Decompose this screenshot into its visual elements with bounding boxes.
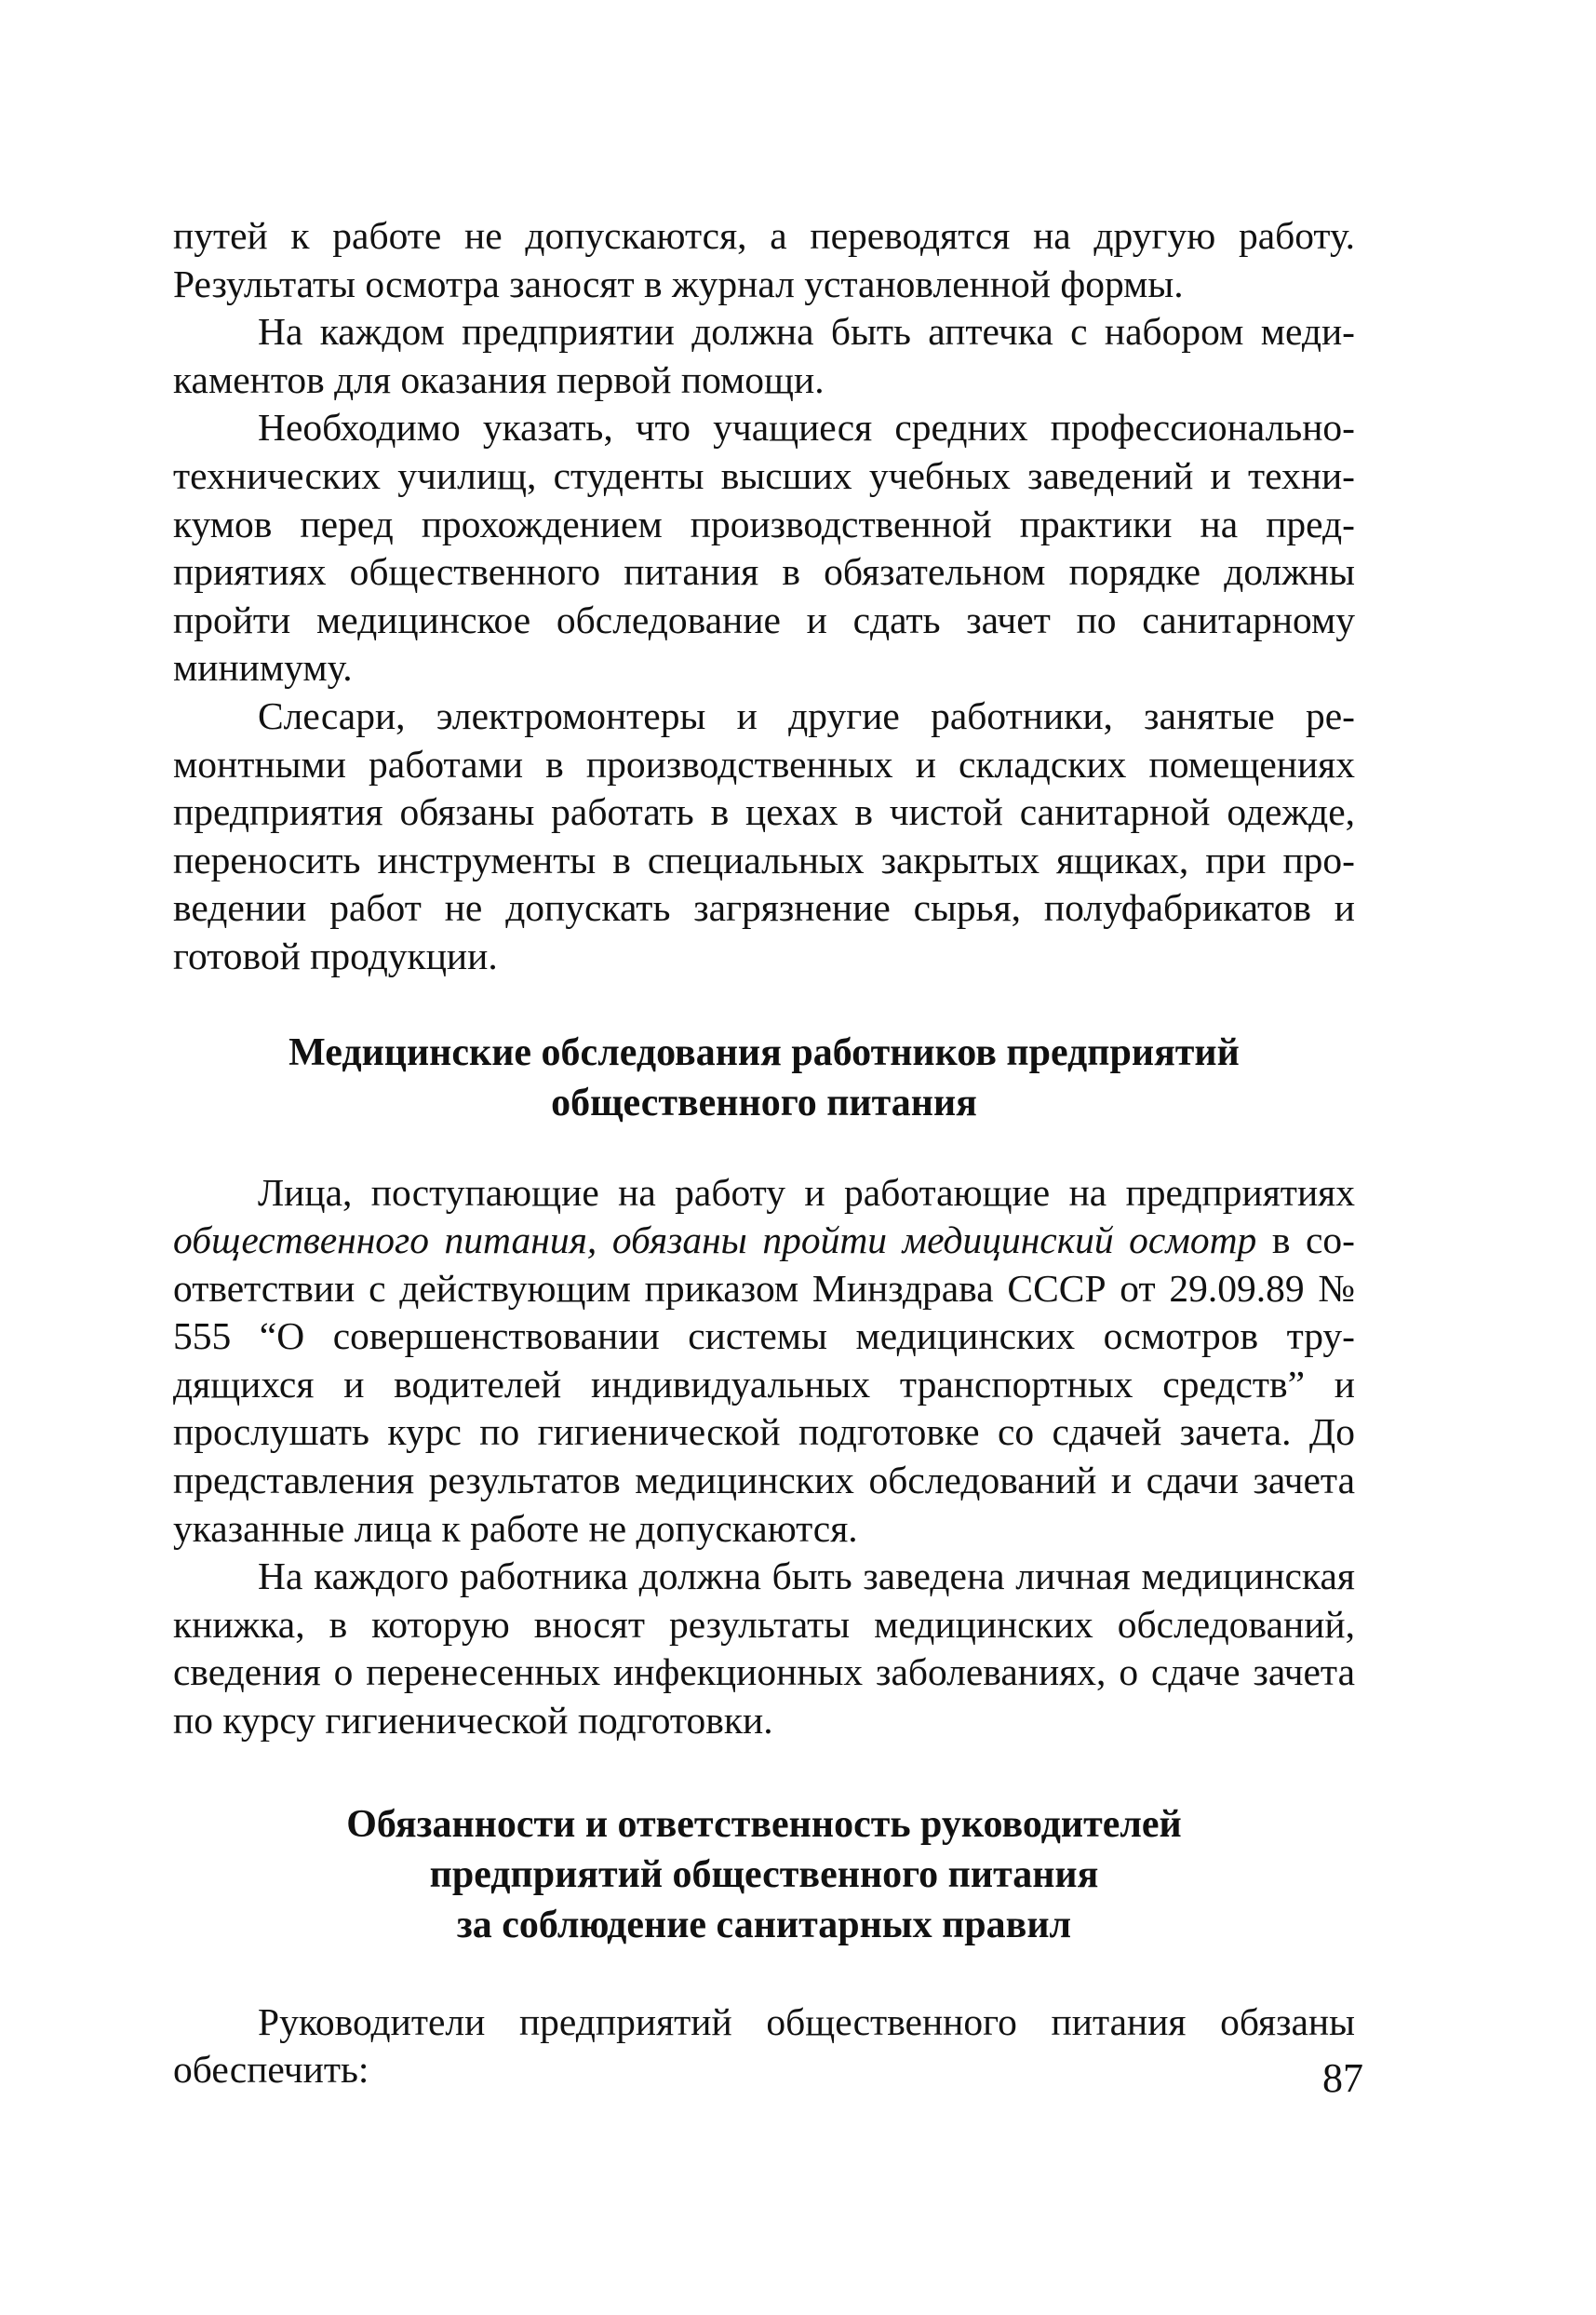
section-heading-manager-duties [173, 1799, 1355, 1950]
paragraph-managers-must-ensure: Руководители предприятий общественного питания обязаны обеспечить: [173, 1999, 1355, 2092]
text-run: в соответствии с действующим приказом Минздрава СССР от 29.09.89 № 555 “О совершенствовании системы медицинских осмотров трудящихся и водителей индивидуальных транспортных средств” и прослушать курс по гигиенической подготовке со сдачей зачета. До представления результатов медицинских обследований и сдачи зачета указанные лица к работе не допускаются. [173, 1218, 1355, 1550]
page-content [173, 212, 1355, 2094]
paragraph-medical-exam-requirement [173, 1169, 1355, 1554]
paragraph-medical-book: На каждого работника должна быть заведена личная медицинская книжка, в которую вносят результаты медицинских обследований, сведения о перенесенных инфекционных заболеваниях, о сдаче зачета по курсу гигиенической подготовки. [173, 1555, 1355, 1743]
paragraph-students-medical-exam: Необходимо указать, что учащиеся средних профессионально-технических училищ, студенты высших учебных заведений и техникумов перед прохождением производственной практики на предприятиях общественного питания в обязательном порядке должны пройти медицинское обследование и сдать зачет по санитарному минимуму. [173, 406, 1355, 690]
heading-line: предприятий общественного питания [429, 1852, 1099, 1896]
paragraph-continued: путей к работе не допускаются, а переводятся на другую работу. Результаты осмотра заносят в журнал установленной формы. [173, 214, 1355, 305]
paragraph-first-aid-kit: На каждом предприятии должна быть аптечка с набором медикаментов для оказания первой помощи. [173, 310, 1355, 401]
page-number: 87 [1322, 2055, 1363, 2101]
heading-line: общественного питания [551, 1081, 977, 1124]
heading-line: за соблюдение санитарных правил [456, 1903, 1072, 1946]
section-heading-medical-exams [173, 1028, 1355, 1128]
paragraph-repair-workers: Слесари, электромонтеры и другие работники, занятые ремонтными работами в производственных и складских помещениях предприятия обязаны работать в цехах в чистой санитарной одежде, переносить инструменты в специальных закрытых ящиках, при проведении работ не допускать загрязнение сырья, полуфабрикатов и готовой продукции. [173, 693, 1355, 977]
text-run: Лица, поступающие на работу и работающие на предприятиях [258, 1170, 1355, 1214]
heading-line: Медицинские обследования работников предприятий [288, 1030, 1240, 1074]
italic-text-run: общественного питания, обязаны пройти медицинский осмотр [173, 1218, 1257, 1262]
heading-line: Обязанности и ответственность руководителей [346, 1802, 1182, 1846]
